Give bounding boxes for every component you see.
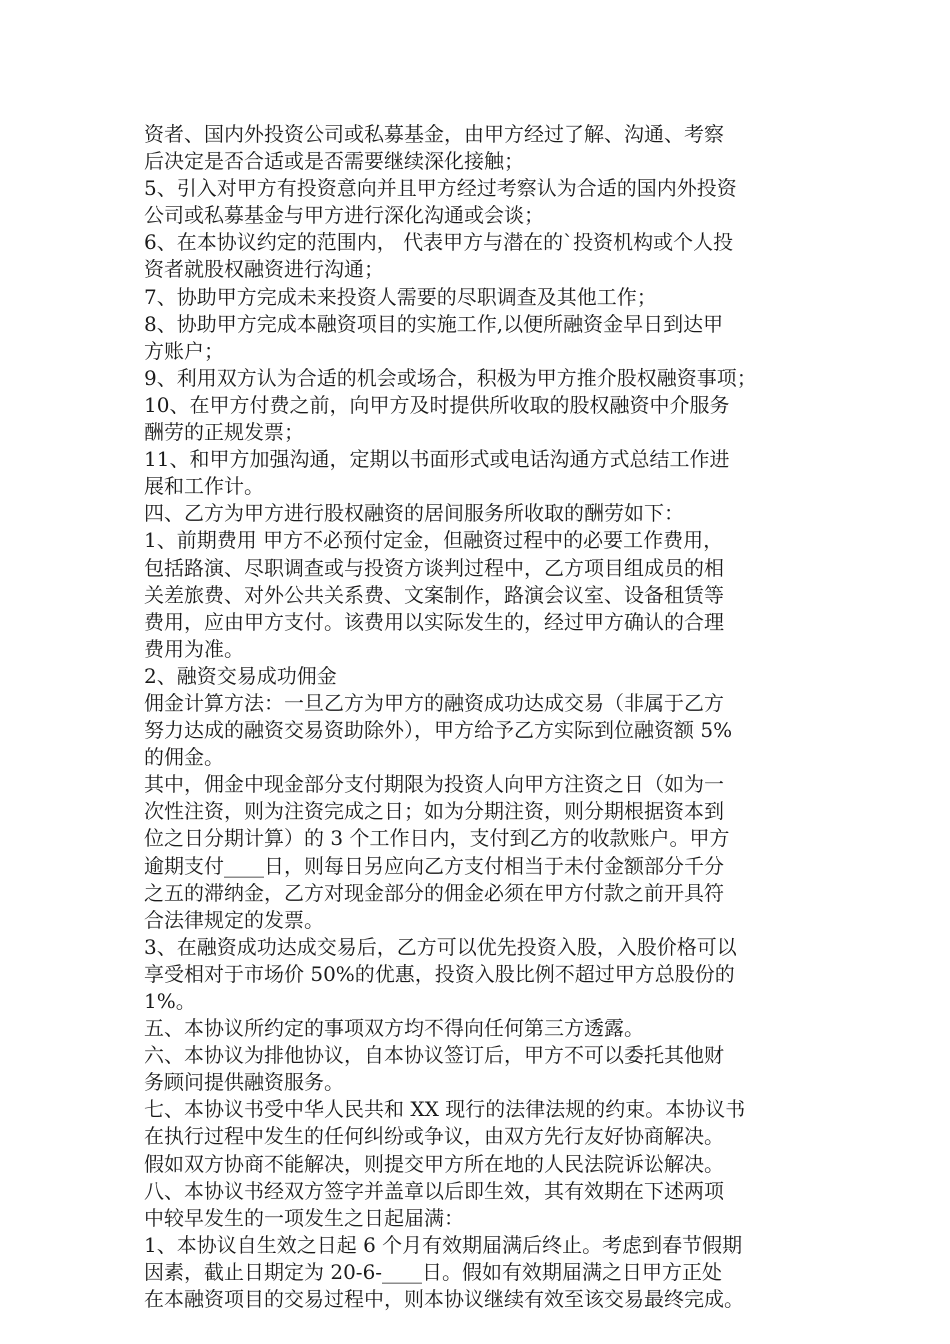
text-line: 六、本协议为排他协议，自本协议签订后，甲方不可以委托其他财 [144, 1043, 724, 1068]
text-line: 在本融资项目的交易过程中，则本协议继续有效至该交易最终完成。 [144, 1287, 744, 1312]
text-line: 展和工作计。 [144, 474, 264, 499]
text-line: 七、本协议书受中华人民共和 XX 现行的法律法规的约束。本协议书 [144, 1097, 746, 1122]
text-line: 资者就股权融资进行沟通； [144, 257, 384, 282]
text-line: 1、前期费用 甲方不必预付定金，但融资过程中的必要工作费用， [144, 528, 724, 553]
text-line: 努力达成的融资交易资助除外），甲方给予乙方实际到位融资额 5% [144, 718, 733, 743]
text-line: 享受相对于市场价 50%的优惠，投资入股比例不超过甲方总股份的 [144, 961, 735, 986]
text-line: 7、协助甲方完成未来投资人需要的尽职调查及其他工作； [144, 284, 657, 309]
text-line: 中较早发生的一项发生之日起届满： [144, 1205, 464, 1230]
text-line: 八、本协议书经双方签字并盖章以后即生效，其有效期在下述两项 [144, 1178, 724, 1203]
text-line: 1、本协议自生效之日起 6 个月有效期届满后终止。考虑到春节假期 [144, 1232, 743, 1257]
text-line: 3、在融资成功达成交易后，乙方可以优先投资入股，入股价格可以 [144, 934, 737, 959]
text-line: 公司或私募基金与甲方进行深化沟通或会谈； [144, 203, 544, 228]
text-line: 酬劳的正规发票； [144, 420, 304, 445]
text-line: 5、引入对甲方有投资意向并且甲方经过考察认为合适的国内外投资 [144, 176, 737, 201]
text-line: 6、在本协议约定的范围内， 代表甲方与潜在的`投资机构或个人投 [144, 230, 734, 255]
text-line: 后决定是否合适或是否需要继续深化接触； [144, 149, 524, 174]
text-line: 之五的滞纳金，乙方对现金部分的佣金必须在甲方付款之前开具符 [144, 880, 724, 905]
text-line: 8、协助甲方完成本融资项目的实施工作,以便所融资金早日到达甲 [144, 311, 724, 336]
text-line: 9、利用双方认为合适的机会或场合，积极为甲方推介股权融资事项； [144, 365, 757, 390]
text-line: 包括路演、尽职调查或与投资方谈判过程中，乙方项目组成员的相 [144, 555, 724, 580]
text-line: 的佣金。 [144, 745, 224, 770]
text-line: 1%。 [144, 989, 196, 1013]
text-line: 五、本协议所约定的事项双方均不得向任何第三方透露。 [144, 1016, 644, 1041]
text-line: 费用为准。 [144, 636, 244, 661]
text-line: 位之日分期计算）的 3 个工作日内，支付到乙方的收款账户。甲方 [144, 826, 730, 851]
text-line: 逾期支付____日，则每日另应向乙方支付相当于未付金额部分千分 [144, 853, 724, 878]
text-line: 10、在甲方付费之前，向甲方及时提供所收取的股权融资中介服务 [144, 392, 730, 417]
text-line: 资者、国内外投资公司或私募基金，由甲方经过了解、沟通、考察 [144, 122, 724, 146]
text-line: 因素，截止日期定为 20-6-____日。假如有效期届满之日甲方正处 [144, 1259, 723, 1284]
text-line: 佣金计算方法：一旦乙方为甲方的融资成功达成交易（非属于乙方 [144, 690, 724, 715]
text-line: 2、融资交易成功佣金 [144, 663, 337, 688]
text-line: 次性注资，则为注资完成之日；如为分期注资，则分期根据资本到 [144, 799, 724, 824]
text-line: 四、乙方为甲方进行股权融资的居间服务所收取的酬劳如下： [144, 501, 684, 526]
text-line: 务顾问提供融资服务。 [144, 1070, 344, 1095]
text-line: 关差旅费、对外公共关系费、文案制作，路演会议室、设备租赁等 [144, 582, 724, 607]
text-line: 费用，应由甲方支付。该费用以实际发生的，经过甲方确认的合理 [144, 609, 724, 634]
text-line: 方账户； [144, 338, 224, 363]
text-line: 11、和甲方加强沟通，定期以书面形式或电话沟通方式总结工作进 [144, 447, 730, 472]
text-line: 在执行过程中发生的任何纠纷或争议，由双方先行友好协商解决。 [144, 1124, 724, 1149]
text-line: 假如双方协商不能解决，则提交甲方所在地的人民法院诉讼解决。 [144, 1151, 724, 1176]
text-line: 其中，佣金中现金部分支付期限为投资人向甲方注资之日（如为一 [144, 772, 724, 797]
document-body [144, 121, 824, 1313]
text-line: 合法律规定的发票。 [144, 907, 324, 932]
